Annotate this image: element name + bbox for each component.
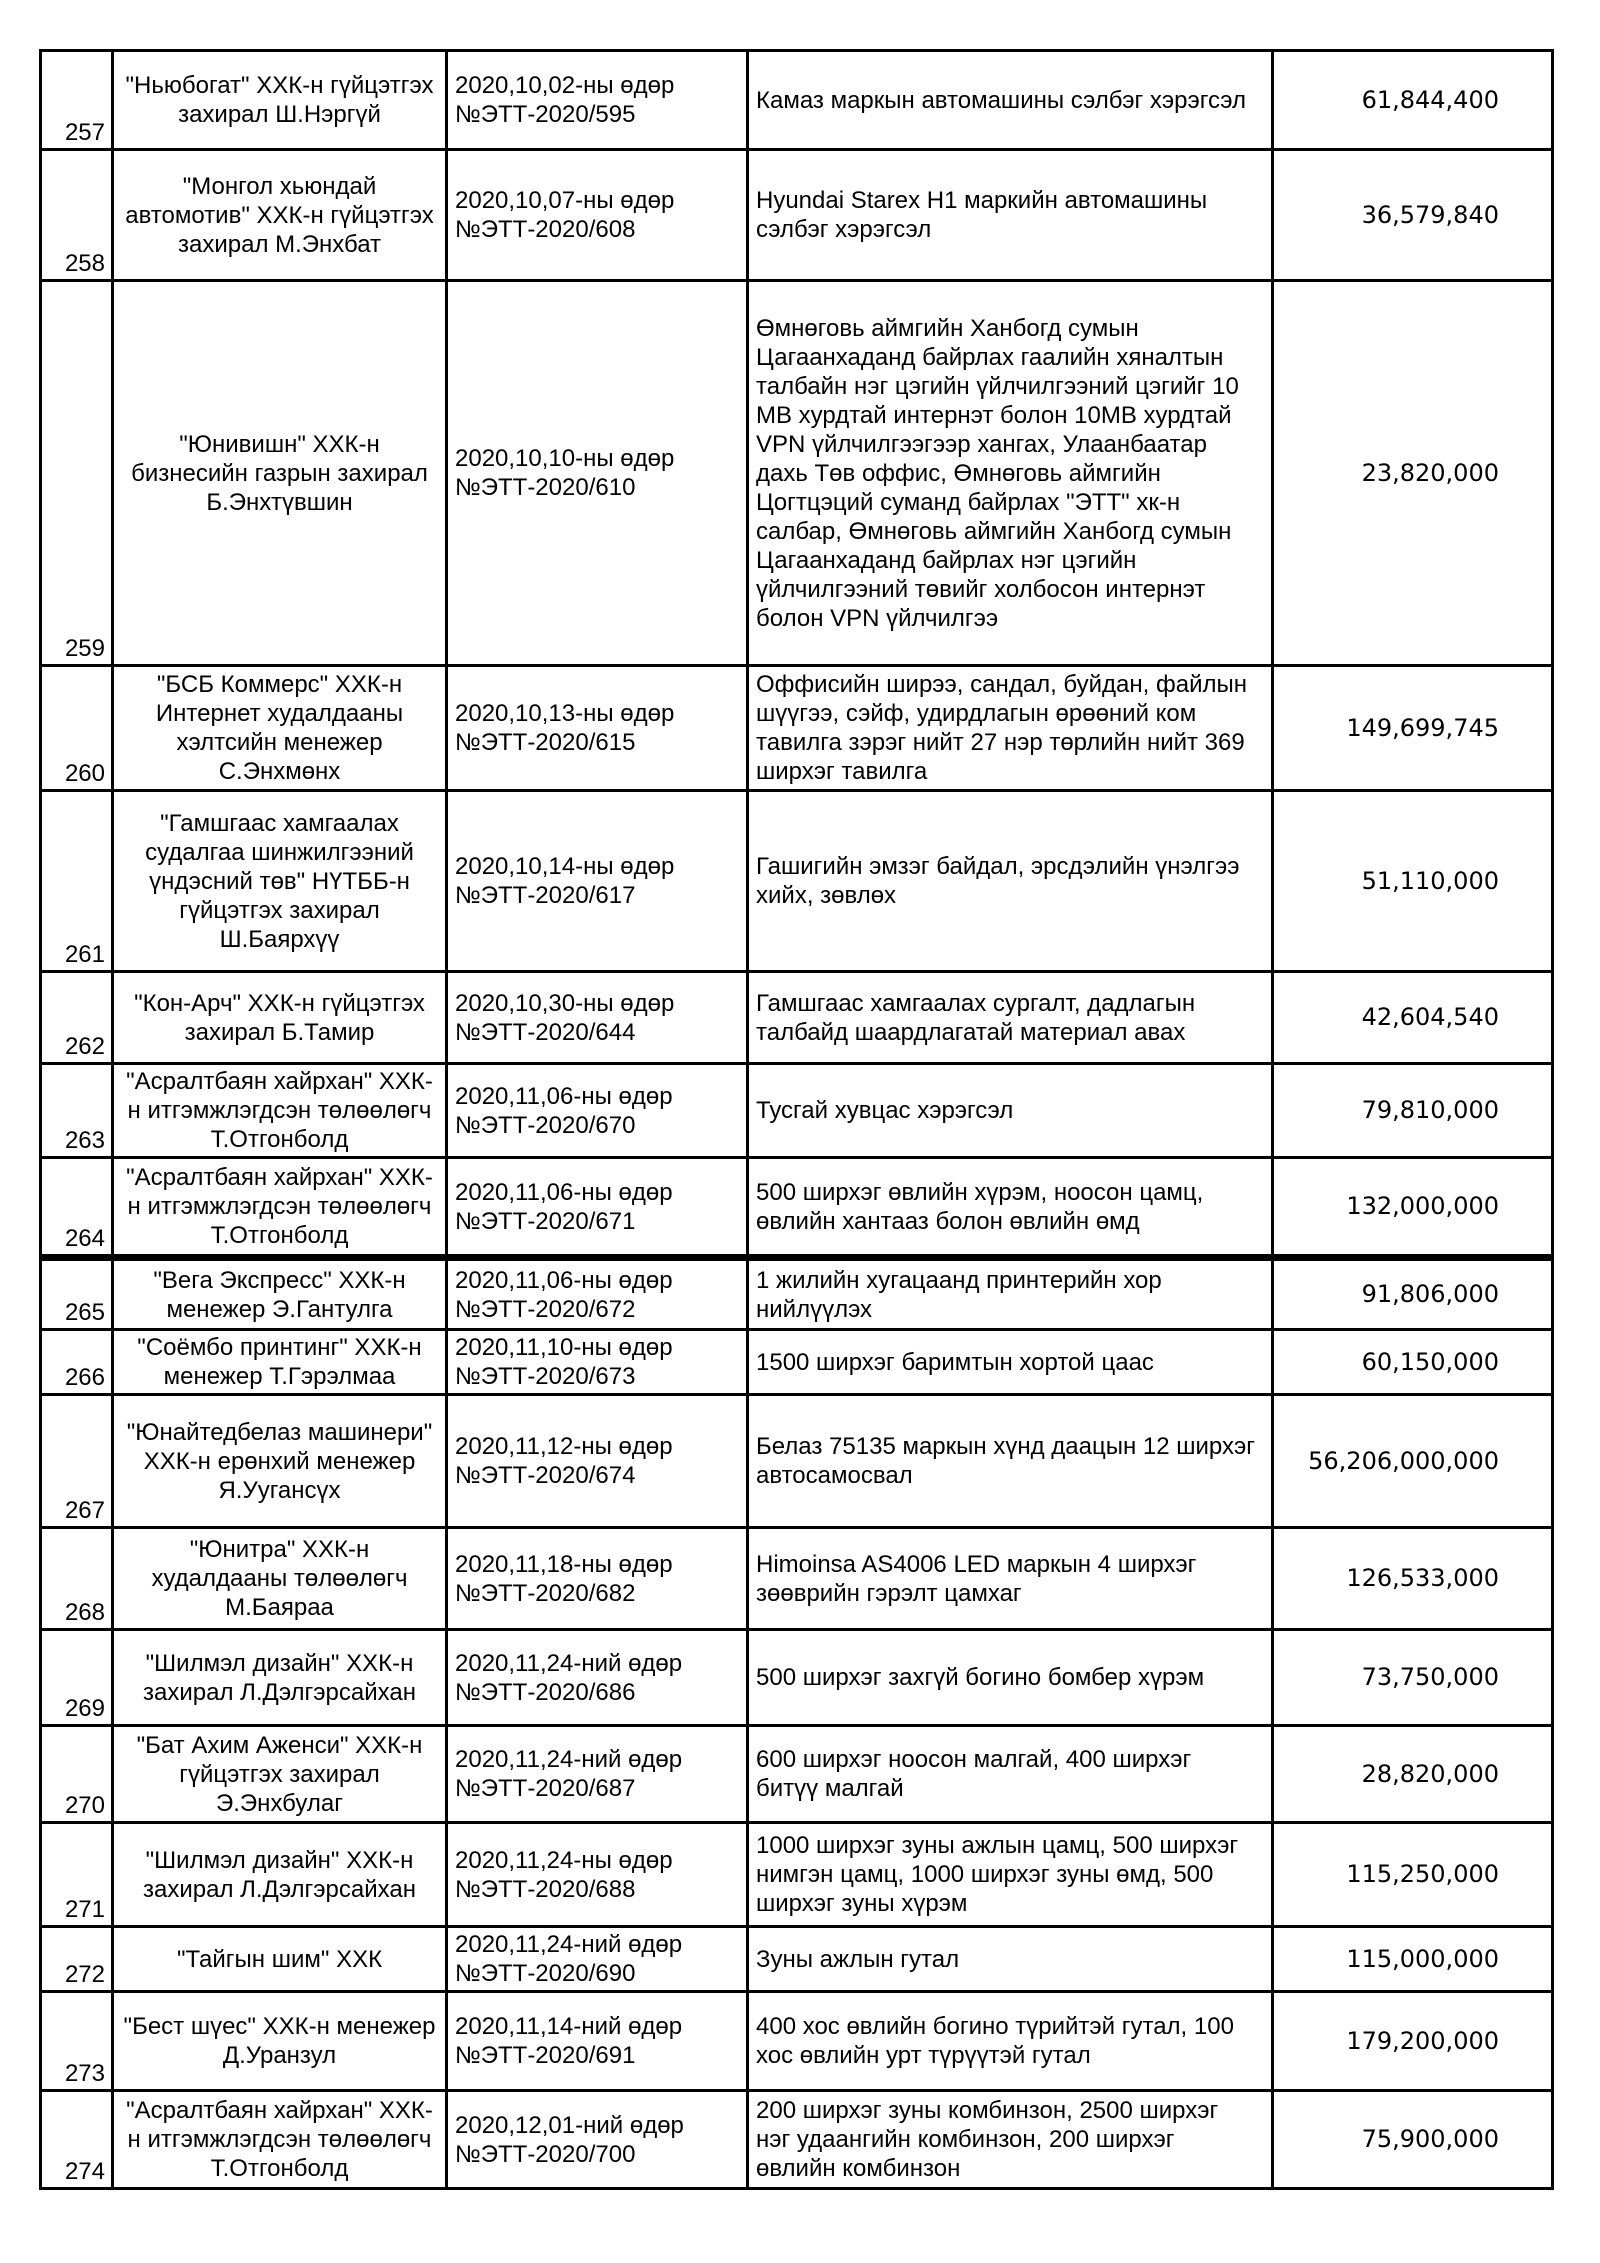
contract-number: №ЭТТ-2020/691 — [455, 2042, 636, 2069]
table-row — [41, 1064, 1553, 1158]
contract-number: №ЭТТ-2020/617 — [455, 882, 636, 909]
table-row — [41, 1630, 1553, 1726]
contract-number: №ЭТТ-2020/671 — [455, 1207, 636, 1235]
table-row — [41, 1992, 1553, 2091]
contract-date: 2020,11,06-ны өдөр — [455, 1082, 673, 1110]
contract-date-cell — [447, 1395, 748, 1528]
counterparty-name: "Асралтбаян хайрхан" ХХК-н итгэмжлэгдсэн төлөөлөгч Т.Отгонболд — [113, 2091, 447, 2189]
table-row — [41, 1258, 1553, 1330]
row-number: 267 — [41, 1395, 113, 1528]
counterparty-name: "Асралтбаян хайрхан" ХХК-н итгэмжлэгдсэн төлөөлөгч Т.Отгонболд — [113, 1064, 447, 1158]
counterparty-name: "Юнитра" ХХК-н худалдааны төлөөлөгч М.Баяраа — [113, 1528, 447, 1630]
counterparty-name: "Бест шүес" ХХК-н менежер Д.Уранзул — [113, 1992, 447, 2091]
contract-description: Зуны ажлын гутал — [748, 1927, 1273, 1992]
contract-amount: 75,900,000 — [1273, 2091, 1553, 2189]
counterparty-name: "Соёмбо принтинг" ХХК-н менежер Т.Гэрэлмаа — [113, 1330, 447, 1395]
contract-number: №ЭТТ-2020/682 — [455, 1579, 636, 1607]
contract-number: №ЭТТ-2020/690 — [455, 1960, 636, 1987]
contract-description: Гашигийн эмзэг байдал, эрсдэлийн үнэлгээ хийх, зөвлөх — [748, 791, 1273, 972]
contract-date: 2020,11,06-ны өдөр — [455, 1178, 673, 1206]
contract-date-cell — [447, 1330, 748, 1395]
row-number: 263 — [41, 1064, 113, 1158]
contract-date: 2020,10,10-ны өдөр — [455, 445, 675, 472]
table-row — [41, 2091, 1553, 2189]
contract-number: №ЭТТ-2020/595 — [455, 101, 636, 128]
contract-date: 2020,11,06-ны өдөр — [455, 1266, 673, 1294]
row-number: 265 — [41, 1258, 113, 1330]
contract-date-cell — [447, 1726, 748, 1823]
contract-amount: 126,533,000 — [1273, 1528, 1553, 1630]
contract-description: Hyundai Starex H1 маркийн автомашины сэлбэг хэрэгсэл — [748, 150, 1273, 281]
counterparty-name: "Тайгын шим" ХХК — [113, 1927, 447, 1992]
contract-description: 200 ширхэг зуны комбинзон, 2500 ширхэг нэг удаангийн комбинзон, 200 ширхэг өвлийн комбинзон — [748, 2091, 1273, 2189]
table-row — [41, 1823, 1553, 1927]
contract-description: 400 хос өвлийн богино түрийтэй гутал, 100 хос өвлийн урт түрүүтэй гутал — [748, 1992, 1273, 2091]
contract-amount: 179,200,000 — [1273, 1992, 1553, 2091]
contract-amount: 149,699,745 — [1273, 666, 1553, 791]
contract-date-cell — [447, 281, 748, 666]
contract-number: №ЭТТ-2020/686 — [455, 1678, 636, 1706]
contract-description: 1000 ширхэг зуны ажлын цамц, 500 ширхэг нимгэн цамц, 1000 ширхэг зуны өмд, 500 ширхэг зуны хүрэм — [748, 1823, 1273, 1927]
counterparty-name: "Юнивишн" ХХК-н бизнесийн газрын захирал Б.Энхтүвшин — [113, 281, 447, 666]
contract-amount: 42,604,540 — [1273, 972, 1553, 1064]
counterparty-name: "Кон-Арч" ХХК-н гүйцэтгэх захирал Б.Тамир — [113, 972, 447, 1064]
contract-date-cell — [447, 1992, 748, 2091]
contract-date: 2020,10,07-ны өдөр — [455, 187, 675, 214]
contract-amount: 60,150,000 — [1273, 1330, 1553, 1395]
row-number: 274 — [41, 2091, 113, 2189]
contract-date-cell — [447, 1064, 748, 1158]
contract-date-cell — [447, 1927, 748, 1992]
row-number: 270 — [41, 1726, 113, 1823]
table-row — [41, 150, 1553, 281]
counterparty-name: "Юнайтедбелаз машинери" ХХК-н ерөнхий менежер Я.Уугансүх — [113, 1395, 447, 1528]
contract-number: №ЭТТ-2020/688 — [455, 1875, 636, 1903]
table-row — [41, 1927, 1553, 1992]
counterparty-name: "Шилмэл дизайн" ХХК-н захирал Л.Дэлгэрсайхан — [113, 1630, 447, 1726]
contract-amount: 51,110,000 — [1273, 791, 1553, 972]
counterparty-name: "Вега Экспресс" ХХК-н менежер Э.Гантулга — [113, 1258, 447, 1330]
counterparty-name: "Гамшгаас хамгаалах судалгаа шинжилгээний үндэсний төв" НҮТББ-н гүйцэтгэх захирал Ш.Баярхүү — [113, 791, 447, 972]
contract-amount: 73,750,000 — [1273, 1630, 1553, 1726]
row-number: 266 — [41, 1330, 113, 1395]
row-number: 260 — [41, 666, 113, 791]
contract-date-cell — [447, 972, 748, 1064]
row-number: 271 — [41, 1823, 113, 1927]
contract-description: Камаз маркын автомашины сэлбэг хэрэгсэл — [748, 51, 1273, 150]
contract-number: №ЭТТ-2020/615 — [455, 729, 636, 756]
contract-amount: 91,806,000 — [1273, 1258, 1553, 1330]
contract-date: 2020,11,24-ний өдөр — [455, 1931, 683, 1958]
row-number: 261 — [41, 791, 113, 972]
row-number: 258 — [41, 150, 113, 281]
contract-amount: 23,820,000 — [1273, 281, 1553, 666]
contract-date-cell — [447, 1630, 748, 1726]
contract-number: №ЭТТ-2020/673 — [455, 1363, 636, 1390]
contract-number: №ЭТТ-2020/700 — [455, 2140, 636, 2168]
contract-number: №ЭТТ-2020/672 — [455, 1295, 636, 1323]
row-number: 272 — [41, 1927, 113, 1992]
table-row — [41, 1726, 1553, 1823]
table-row — [41, 51, 1553, 150]
contract-date-cell — [447, 666, 748, 791]
table-row — [41, 666, 1553, 791]
contract-amount: 36,579,840 — [1273, 150, 1553, 281]
row-number: 268 — [41, 1528, 113, 1630]
table-row — [41, 1330, 1553, 1395]
table-row — [41, 281, 1553, 666]
contract-date: 2020,11,24-ний өдөр — [455, 1746, 683, 1773]
contract-amount: 79,810,000 — [1273, 1064, 1553, 1158]
contract-date-cell — [447, 1158, 748, 1258]
contract-description: Гамшгаас хамгаалах сургалт, дадлагын талбайд шаардлагатай материал авах — [748, 972, 1273, 1064]
contract-amount: 56,206,000,000 — [1273, 1395, 1553, 1528]
contract-description: 600 ширхэг ноосон малгай, 400 ширхэг битүү малгай — [748, 1726, 1273, 1823]
contract-number: №ЭТТ-2020/608 — [455, 216, 636, 243]
table-row — [41, 791, 1553, 972]
contract-date-cell — [447, 1258, 748, 1330]
contract-description: Оффисийн ширээ, сандал, буйдан, файлын шүүгээ, сэйф, удирдлагын өрөөний ком тавилга зэрэг нийт 27 нэр төрлийн нийт 369 ширхэг тавилга — [748, 666, 1273, 791]
contract-amount: 132,000,000 — [1273, 1158, 1553, 1258]
contracts-table — [39, 49, 1554, 2190]
contract-number: №ЭТТ-2020/644 — [455, 1018, 636, 1046]
contract-date: 2020,10,02-ны өдөр — [455, 72, 675, 99]
row-number: 273 — [41, 1992, 113, 2091]
counterparty-name: "Ньюбогат" ХХК-н гүйцэтгэх захирал Ш.Нэргүй — [113, 51, 447, 150]
row-number: 264 — [41, 1158, 113, 1258]
row-number: 257 — [41, 51, 113, 150]
contract-date: 2020,11,18-ны өдөр — [455, 1550, 673, 1578]
contract-description: Тусгай хувцас хэрэгсэл — [748, 1064, 1273, 1158]
contract-number: №ЭТТ-2020/670 — [455, 1111, 636, 1139]
contract-date: 2020,12,01-ний өдөр — [455, 2111, 684, 2139]
contract-number: №ЭТТ-2020/674 — [455, 1462, 636, 1489]
contract-description: 500 ширхэг захгүй богино бомбер хүрэм — [748, 1630, 1273, 1726]
contract-date: 2020,10,14-ны өдөр — [455, 853, 675, 880]
contract-date-cell — [447, 1823, 748, 1927]
contract-date: 2020,10,13-ны өдөр — [455, 700, 675, 727]
row-number: 259 — [41, 281, 113, 666]
table-row — [41, 1395, 1553, 1528]
contract-description: Белаз 75135 маркын хүнд даацын 12 ширхэг автосамосвал — [748, 1395, 1273, 1528]
row-number: 269 — [41, 1630, 113, 1726]
counterparty-name: "Монгол хьюндай автомотив" ХХК-н гүйцэтгэх захирал М.Энхбат — [113, 150, 447, 281]
table-row — [41, 1528, 1553, 1630]
contract-description: 1500 ширхэг баримтын хортой цаас — [748, 1330, 1273, 1395]
contract-amount: 115,000,000 — [1273, 1927, 1553, 1992]
contract-date-cell — [447, 1528, 748, 1630]
table-row — [41, 1158, 1553, 1258]
contracts-table-body — [41, 51, 1553, 2189]
contract-amount: 115,250,000 — [1273, 1823, 1553, 1927]
contract-number: №ЭТТ-2020/610 — [455, 474, 636, 501]
contract-date: 2020,11,10-ны өдөр — [455, 1334, 673, 1361]
contract-date-cell — [447, 791, 748, 972]
contract-description: Himoinsa AS4006 LED маркын 4 ширхэг зөөврийн гэрэлт цамхаг — [748, 1528, 1273, 1630]
contract-date: 2020,11,24-ний өдөр — [455, 1649, 683, 1677]
contract-date-cell — [447, 2091, 748, 2189]
counterparty-name: "Бат Ахим Аженси" ХХК-н гүйцэтгэх захирал Э.Энхбулаг — [113, 1726, 447, 1823]
counterparty-name: "Асралтбаян хайрхан" ХХК-н итгэмжлэгдсэн төлөөлөгч Т.Отгонболд — [113, 1158, 447, 1258]
contract-description: 500 ширхэг өвлийн хүрэм, ноосон цамц, өвлийн хантааз болон өвлийн өмд — [748, 1158, 1273, 1258]
contract-date-cell — [447, 51, 748, 150]
contract-date: 2020,10,30-ны өдөр — [455, 989, 675, 1017]
row-number: 262 — [41, 972, 113, 1064]
contract-description: 1 жилийн хугацаанд принтерийн хор нийлүүлэх — [748, 1258, 1273, 1330]
contract-date-cell — [447, 150, 748, 281]
contract-date: 2020,11,14-ний өдөр — [455, 2013, 683, 2040]
contract-number: №ЭТТ-2020/687 — [455, 1775, 636, 1802]
counterparty-name: "БСБ Коммерс" ХХК-н Интернет худалдааны хэлтсийн менежер С.Энхмөнх — [113, 666, 447, 791]
contract-date: 2020,11,12-ны өдөр — [455, 1433, 673, 1460]
contract-amount: 28,820,000 — [1273, 1726, 1553, 1823]
contract-date: 2020,11,24-ны өдөр — [455, 1846, 673, 1874]
table-row — [41, 972, 1553, 1064]
contract-amount: 61,844,400 — [1273, 51, 1553, 150]
counterparty-name: "Шилмэл дизайн" ХХК-н захирал Л.Дэлгэрсайхан — [113, 1823, 447, 1927]
contract-description: Өмнөговь аймгийн Ханбогд сумын Цагаанхаданд байрлах гаалийн хяналтын талбайн нэг цэгийн үйлчилгээний цэгийг 10 MB хурдтай интернэт болон 10MB хурдтай VPN үйлчилгээгээр хангах, Улаанбаатар дахь Төв оффис, Өмнөговь аймгийн Цогтцэций суманд байрлах "ЭТТ" хк-н салбар, Өмнөговь аймгийн Ханбогд сумын Цагаанхаданд байрлах нэг цэгийн үйлчилгээний төвийг холбосон интернэт болон VPN үйлчилгээ — [748, 281, 1273, 666]
